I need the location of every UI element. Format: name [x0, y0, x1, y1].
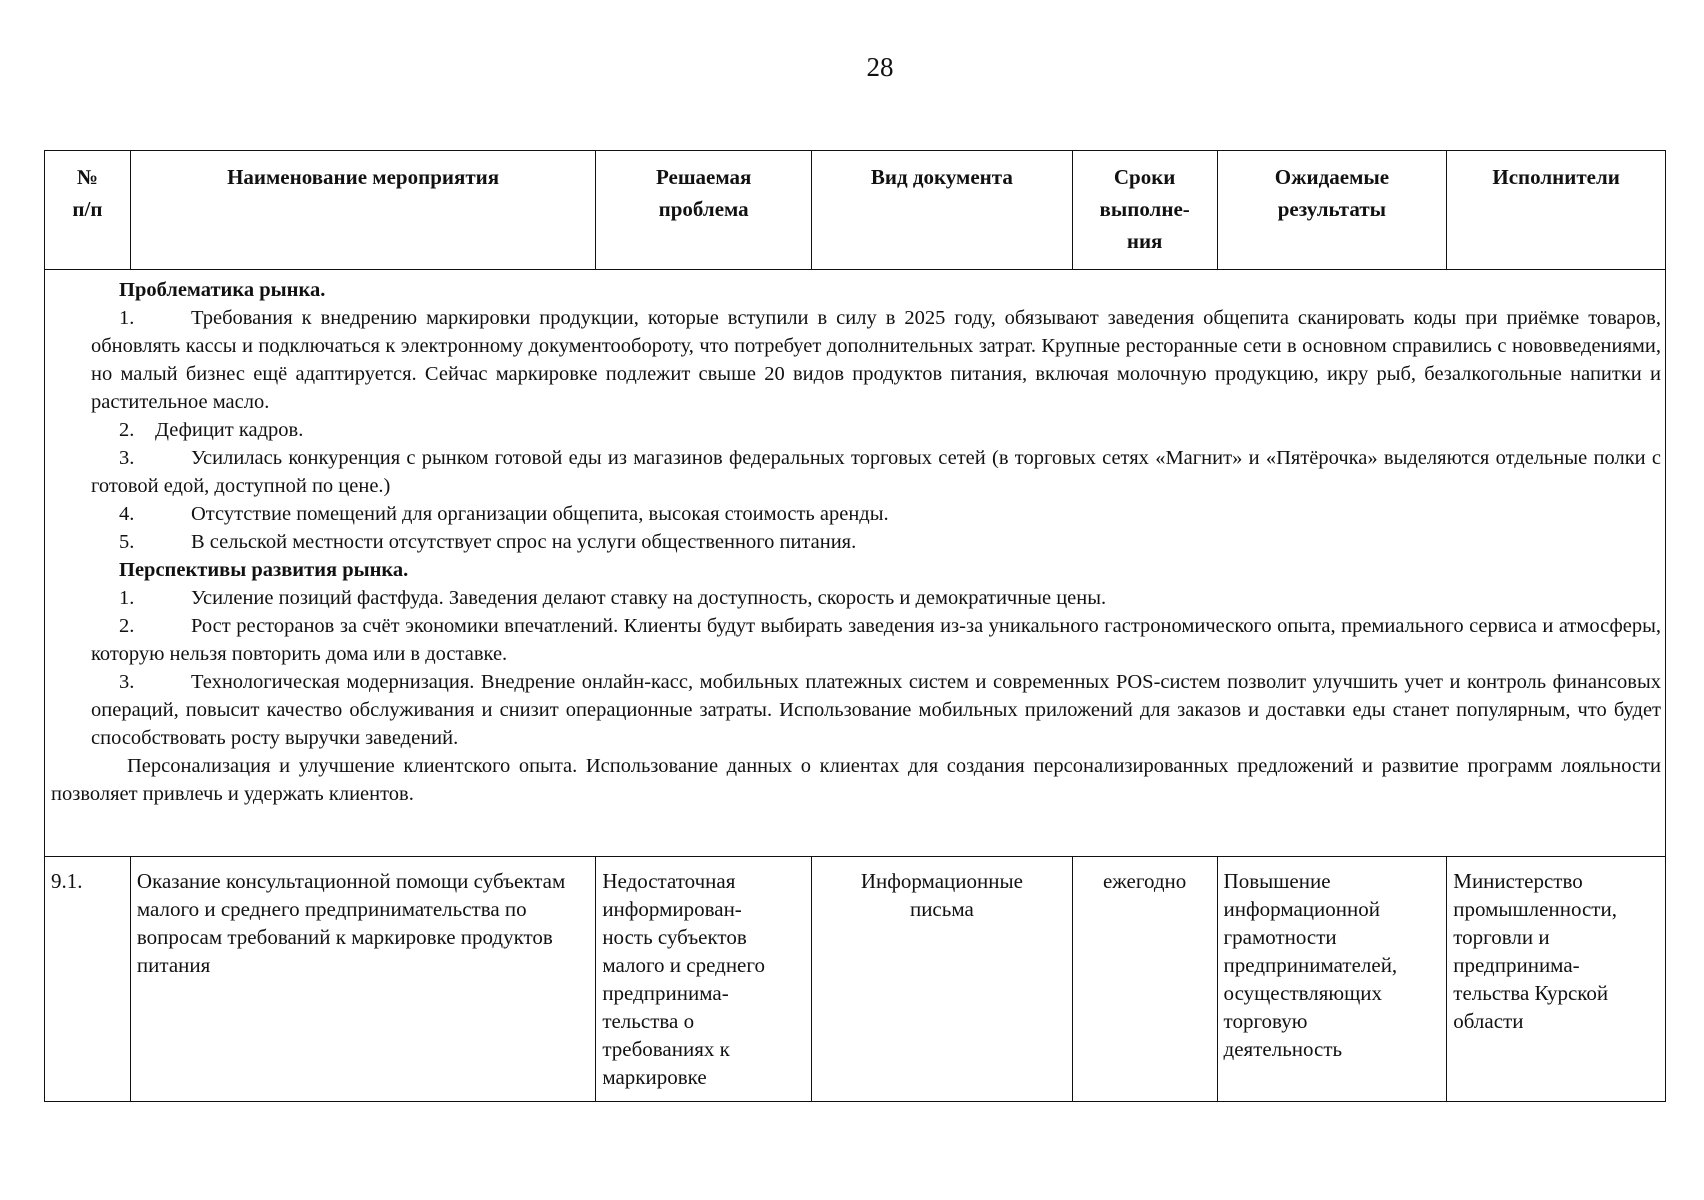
- table-row: [45, 857, 1665, 1101]
- row-number: 9.1.: [45, 857, 131, 1101]
- header-executors: Исполнители: [1492, 165, 1620, 189]
- row-problem: Недостаточная информирован- ность субъектов малого и среднего предпринима- тельства о требованиях к маркировке: [596, 857, 812, 1101]
- prospects-title: Перспективы развития рынка.: [119, 559, 409, 581]
- header-expected-results: Ожидаемые результаты: [1218, 151, 1448, 269]
- closing-paragraph: Персонализация и улучшение клиентского опыта. Использование данных о клиентах для создания персонализированных предложений и развитие программ лояльности позволяет привлечь и удержать клиентов.: [51, 755, 1661, 805]
- header-problem: Решаемая проблема: [596, 151, 812, 269]
- problem-item: 4. Отсутствие помещений для организации общепита, высокая стоимость аренды.: [119, 503, 889, 525]
- header-deadline: Сроки выполне- ния: [1073, 151, 1218, 269]
- problem-item: 2. Дефицит кадров.: [119, 419, 304, 441]
- page-number: 28: [866, 52, 894, 82]
- prospect-item: 1. Усиление позиций фастфуда. Заведения делают ставку на доступность, скорость и демократичные цены.: [119, 587, 1107, 609]
- table-header: [45, 151, 1665, 270]
- problem-item: 3. Усилилась конкуренция с рынком готовой еды из магазинов федеральных торговых сетей (в торговых сетях «Магнит» и «Пятёрочка» выделяются отдельные полки с готовой едой, доступной по цене.): [91, 447, 1661, 497]
- row-document-type: Информационные письма: [812, 857, 1073, 1101]
- market-description: [45, 270, 1665, 857]
- prospect-item: 2. Рост ресторанов за счёт экономики впечатлений. Клиенты будут выбирать заведения из-за уникального гастрономического опыта, премиального сервиса и атмосферы, которую нельзя повторить дома или в доставке.: [91, 615, 1661, 665]
- row-executors: Министерство промышленности, торговли и предпринима- тельства Курской области: [1453, 869, 1617, 1033]
- measures-table: [44, 150, 1666, 1102]
- problem-item: 1. Требования к внедрению маркировки продукции, которые вступили в силу в 2025 году, обязывают заведения общепита сканировать коды при приёмке товаров, обновлять кассы и подключаться к электронному документообороту, что потребует дополнительных затрат. Крупные ресторанные сети в основном справились с нововведениями, но малый бизнес ещё адаптируется. Сейчас маркировке подлежит свыше 20 видов продуктов питания, включая молочную продукцию, икру рыб, безалкогольные напитки и растительное масло.: [91, 307, 1661, 413]
- header-number: № п/п: [45, 151, 131, 269]
- row-deadline: ежегодно: [1073, 857, 1218, 1101]
- prospect-item: 3. Технологическая модернизация. Внедрение онлайн-касс, мобильных платежных систем и современных POS-систем позволит улучшить учет и контроль финансовых операций, повысит качество обслуживания и снизит операционные затраты. Использование мобильных приложений для заказов и доставки еды станет популярным, что будет способствовать росту выручки заведений.: [91, 671, 1661, 749]
- problems-title: Проблематика рынка.: [119, 279, 326, 301]
- row-expected-results: Повышение информационной грамотности предпринимателей, осуществляющих торговую деятельность: [1218, 857, 1448, 1101]
- row-measure-name: Оказание консультационной помощи субъектам малого и среднего предпринимательства по вопросам требований к маркировке продуктов питания: [131, 857, 596, 1101]
- header-measure-name: Наименование мероприятия: [131, 151, 596, 269]
- header-document-type: Вид документа: [812, 151, 1073, 269]
- problem-item: 5. В сельской местности отсутствует спрос на услуги общественного питания.: [119, 531, 857, 553]
